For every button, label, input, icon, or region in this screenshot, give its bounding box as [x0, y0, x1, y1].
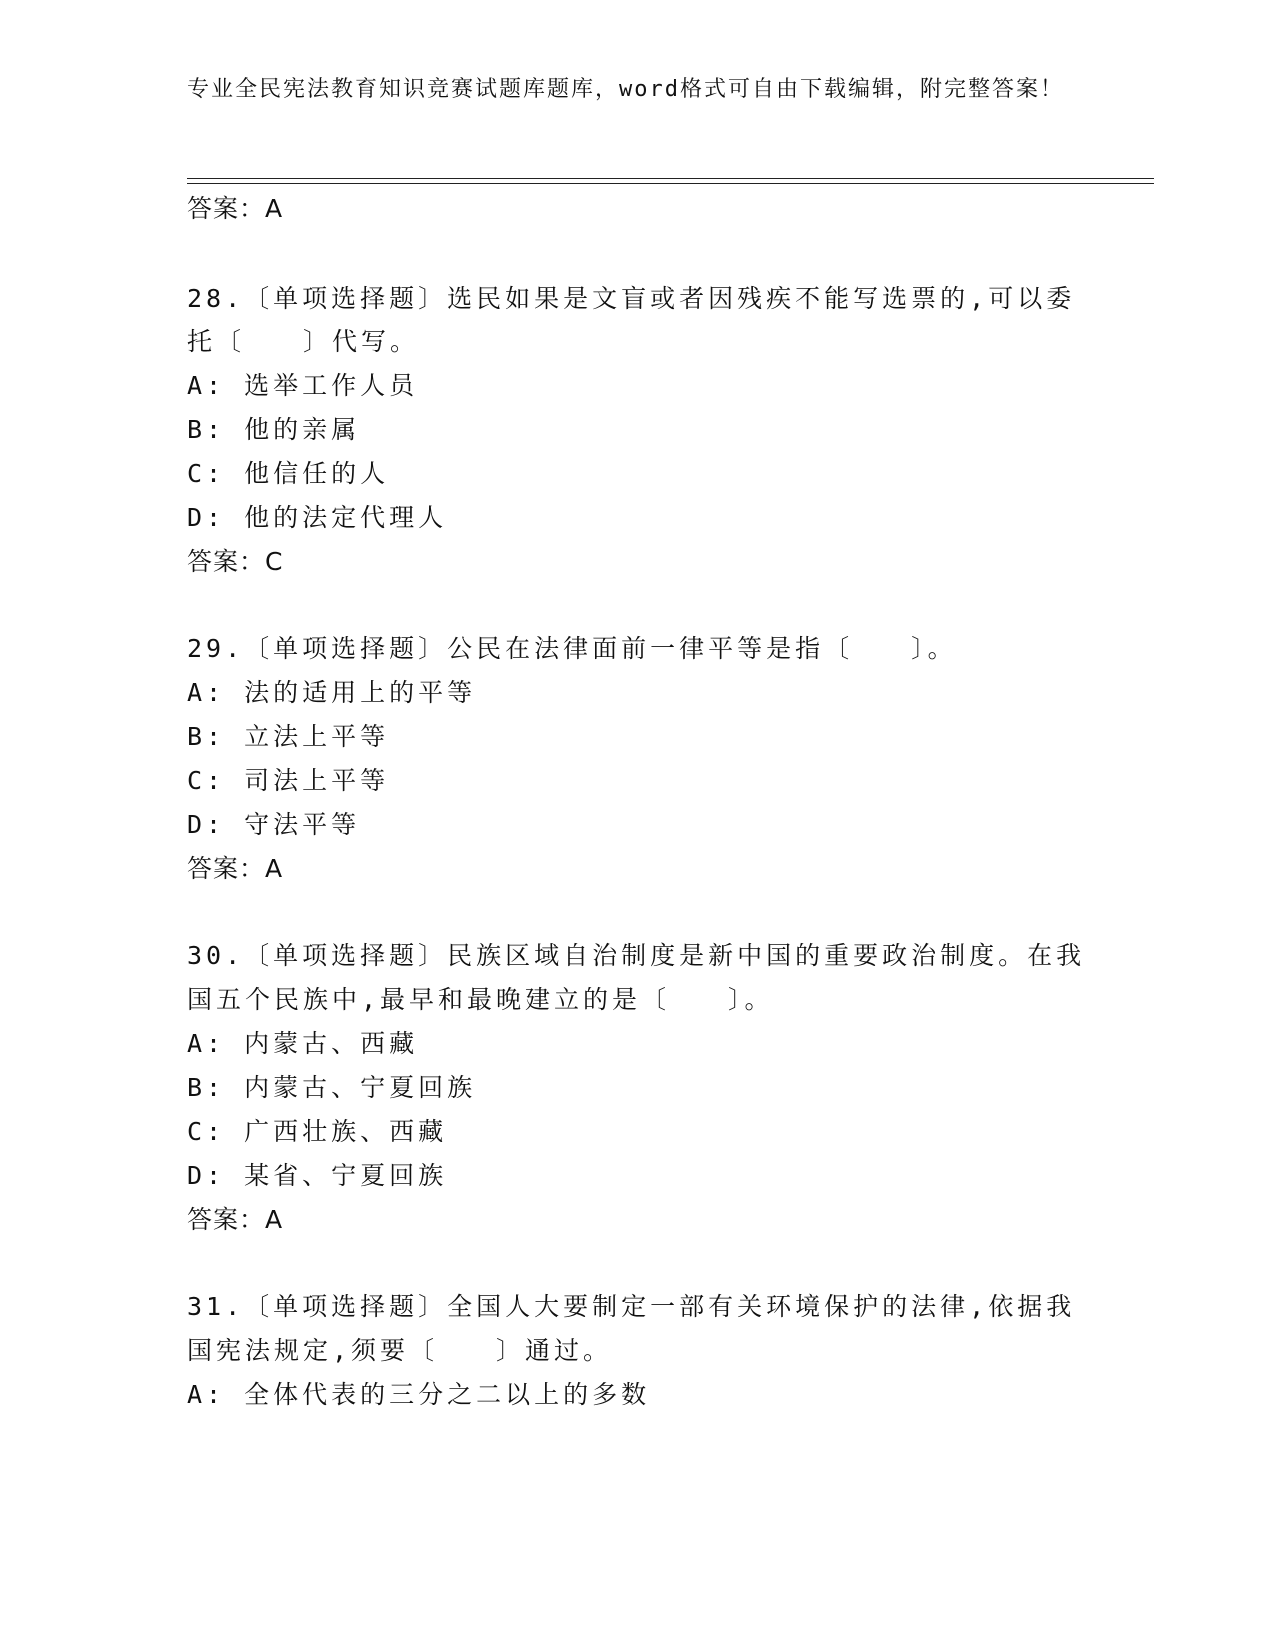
- question-30-option-a: A: 内蒙古、西藏: [187, 1029, 419, 1058]
- previous-answer: 答案：A: [187, 194, 284, 223]
- question-30-option-d: D: 某省、宁夏回族: [187, 1161, 448, 1190]
- question-31-stem-line2: 国宪法规定,须要〔 〕通过。: [187, 1336, 613, 1365]
- question-28-option-d: D: 他的法定代理人: [187, 503, 448, 532]
- document-header: 专业全民宪法教育知识竞赛试题库题库，word格式可自由下载编辑，附完整答案！: [187, 77, 1064, 102]
- question-30-option-c: C: 广西壮族、西藏: [187, 1117, 448, 1146]
- question-28-option-b: B: 他的亲属: [187, 415, 361, 444]
- question-28-stem-line2: 托〔 〕代写。: [187, 327, 420, 356]
- header-rule-bottom: [187, 183, 1154, 184]
- question-31-stem-line1: 31.〔单项选择题〕全国人大要制定一部有关环境保护的法律,依据我: [187, 1292, 1076, 1321]
- header-rule-top: [187, 178, 1154, 179]
- question-28-answer: 答案：C: [187, 547, 284, 576]
- question-28-option-c: C: 他信任的人: [187, 459, 390, 488]
- question-30-stem-line2: 国五个民族中,最早和最晚建立的是〔 〕。: [187, 985, 774, 1014]
- question-30-stem-line1: 30.〔单项选择题〕民族区域自治制度是新中国的重要政治制度。在我: [187, 941, 1086, 970]
- question-31-option-a: A: 全体代表的三分之二以上的多数: [187, 1380, 651, 1409]
- question-30-answer: 答案：A: [187, 1205, 284, 1234]
- question-29-option-a: A: 法的适用上的平等: [187, 678, 477, 707]
- question-30-option-b: B: 内蒙古、宁夏回族: [187, 1073, 477, 1102]
- question-28-option-a: A: 选举工作人员: [187, 371, 419, 400]
- question-29-option-c: C: 司法上平等: [187, 766, 390, 795]
- question-29-option-b: B: 立法上平等: [187, 722, 390, 751]
- question-28-stem-line1: 28.〔单项选择题〕选民如果是文盲或者因残疾不能写选票的,可以委: [187, 284, 1076, 313]
- question-29-answer: 答案：A: [187, 854, 284, 883]
- question-29-stem-line1: 29.〔单项选择题〕公民在法律面前一律平等是指〔 〕。: [187, 634, 957, 663]
- question-29-option-d: D: 守法平等: [187, 810, 361, 839]
